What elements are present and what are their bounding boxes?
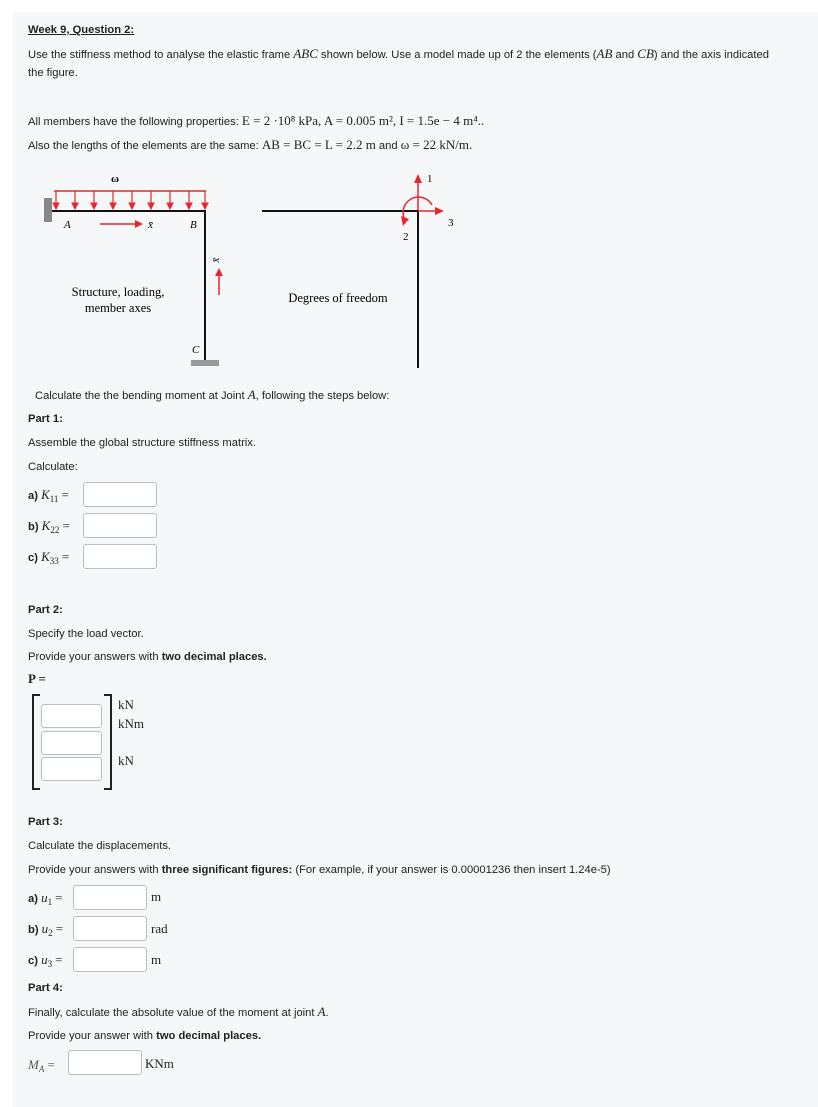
- intro-line-1: Use the stiffness method to analyse the elastic frame ABC shown below. Use a model made up of 2 the elements (AB and CB) and the axis indicated: [28, 46, 769, 61]
- p1-unit: kN: [118, 697, 134, 712]
- part1-instruction: Assemble the global structure stiffness matrix.: [28, 437, 256, 449]
- load-arrow-head: [53, 203, 59, 209]
- dof-diagram: [262, 173, 454, 368]
- k33-input[interactable]: [83, 544, 157, 569]
- u1-input[interactable]: [73, 885, 147, 910]
- k11-label: a) $K_{11}$ =: [28, 487, 69, 505]
- load-arrow-head: [148, 203, 154, 209]
- u2-unit: rad: [151, 921, 168, 936]
- dof-1-label: 1: [427, 173, 433, 185]
- u1-unit: m: [151, 889, 162, 904]
- intro-line-2: the figure.: [28, 67, 78, 79]
- load-arrow-head: [72, 203, 78, 209]
- load-arrow-head: [167, 203, 173, 209]
- part4-heading: Part 4:: [28, 982, 63, 994]
- load-arrow-head: [186, 203, 192, 209]
- node-b-label: B: [190, 219, 197, 231]
- dof-3-label: 3: [448, 217, 454, 229]
- node-a-label: A: [64, 219, 71, 231]
- u2-label: b) $u_2$ =: [28, 921, 64, 939]
- u3-unit: m: [151, 952, 162, 967]
- lengths-line: Also the lengths of the elements are the same: AB = BC = L = 2.2 m and ω = 22 kN/m.: [28, 137, 473, 152]
- part3-precision: Provide your answers with three significant figures: (For example, if your answer is 0.00001236 then insert 1.24e-5): [28, 864, 611, 876]
- axis-bc-label: x̄: [210, 257, 222, 263]
- u2-input[interactable]: [73, 916, 147, 941]
- matrix-left-bracket: [32, 694, 40, 790]
- fixed-support-a: [44, 198, 52, 222]
- part3-instruction: Calculate the displacements.: [28, 840, 172, 852]
- part4-precision: Provide your answer with two decimal places.: [28, 1030, 262, 1042]
- part2-heading: Part 2:: [28, 604, 63, 616]
- k11-input[interactable]: [83, 482, 157, 507]
- caption-line-2: member axes: [84, 301, 152, 315]
- load-arrow-head: [91, 203, 97, 209]
- part2-precision: Provide your answers with two decimal places.: [28, 651, 267, 663]
- node-c-label: C: [192, 344, 200, 356]
- load-arrow-head: [110, 203, 116, 209]
- question-title: Week 9, Question 2:: [28, 24, 135, 36]
- fixed-support-c: [191, 360, 219, 366]
- part4-instruction: Finally, calculate the absolute value of the moment at joint A.: [28, 1004, 329, 1019]
- load-arrow-head: [129, 203, 135, 209]
- p2-input[interactable]: [41, 731, 102, 755]
- frame-figure: [0, 160, 818, 400]
- load-label: ω: [110, 173, 120, 185]
- axis-ab-label: x̄: [148, 219, 153, 231]
- properties-line: All members have the following properties: E = 2 ·10⁸ kPa, A = 0.005 m², I = 1.5e − 4 m⁴..: [28, 113, 485, 128]
- part3-heading: Part 3:: [28, 816, 63, 828]
- k33-label: c) $K_{33}$ =: [28, 549, 70, 567]
- p2-unit: kNm: [118, 716, 144, 731]
- k22-input[interactable]: [83, 513, 157, 538]
- part1-calculate: Calculate:: [28, 461, 78, 473]
- matrix-right-bracket: [104, 694, 112, 790]
- u3-label: c) $u_3$ =: [28, 952, 63, 970]
- dof-caption: Degrees of freedom: [288, 291, 388, 305]
- structure-diagram: [44, 173, 223, 366]
- load-arrow-head: [202, 203, 208, 209]
- p1-input[interactable]: [41, 704, 102, 728]
- p3-input[interactable]: [41, 757, 102, 781]
- ma-unit: KNm: [145, 1056, 174, 1071]
- p3-unit: kN: [118, 753, 134, 768]
- question-text: Calculate the the bending moment at Joint A, following the steps below:: [35, 387, 390, 402]
- dof-2-label: 2: [403, 231, 409, 243]
- part1-heading: Part 1:: [28, 413, 63, 425]
- caption-line-1: Structure, loading,: [71, 285, 165, 299]
- distributed-load: [53, 191, 208, 209]
- load-vector-label: P =: [28, 671, 46, 686]
- part2-instruction: Specify the load vector.: [28, 628, 144, 640]
- ma-label: $M_A$ =: [28, 1057, 55, 1075]
- ma-input[interactable]: [68, 1050, 142, 1075]
- k22-label: b) $K_{22}$ =: [28, 518, 70, 536]
- u3-input[interactable]: [73, 947, 147, 972]
- u1-label: a) $u_1$ =: [28, 890, 63, 908]
